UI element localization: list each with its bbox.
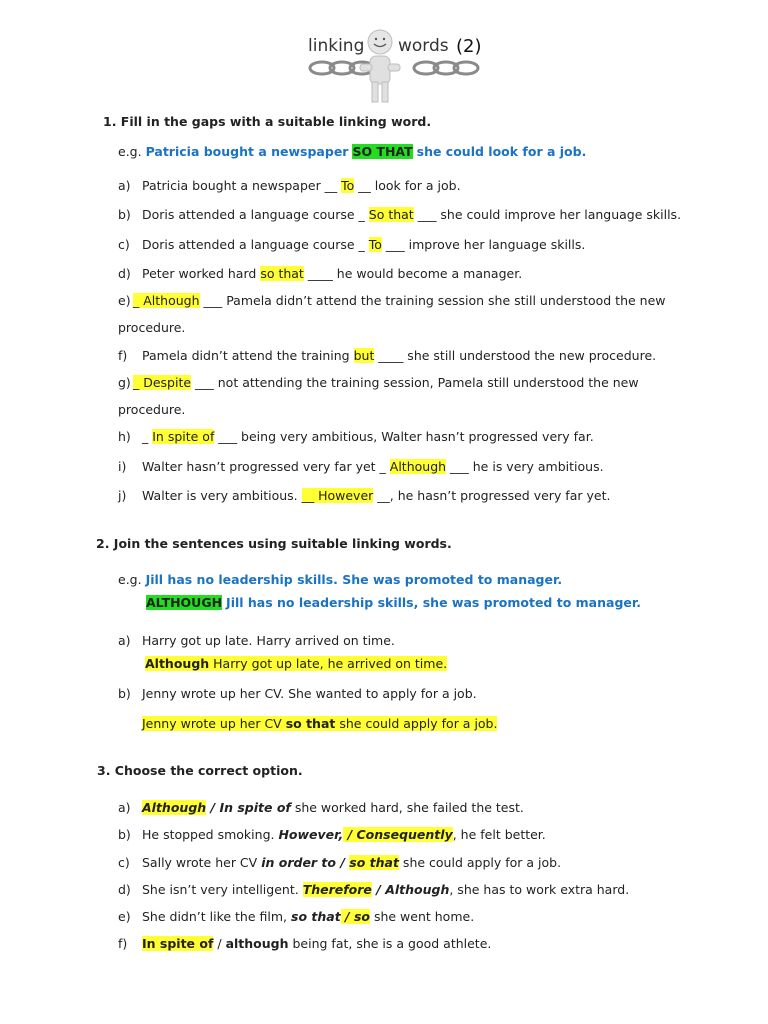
item-text	[142, 237, 585, 252]
item-text	[142, 207, 681, 222]
item-text	[142, 459, 604, 474]
item-rest: being fat, she is a good athlete.	[288, 936, 492, 951]
item-question: Harry got up late. Harry arrived on time.	[142, 633, 395, 648]
logo-number: (2)	[456, 36, 482, 57]
item-label: c)	[118, 855, 130, 870]
item-text	[142, 855, 561, 870]
section2-example-line1	[118, 572, 562, 587]
item-post: __, he hasn’t progressed very far yet.	[373, 488, 611, 503]
answer-linker: Although	[145, 656, 210, 671]
eg-text-line1: Jill has no leadership skills. She was promoted to manager.	[145, 572, 563, 587]
item-pre: Patricia bought a newspaper __	[142, 178, 342, 193]
item-label: e)	[118, 909, 131, 924]
item-answer: To	[341, 178, 355, 193]
item-label: b)	[118, 207, 131, 222]
option-separator: /	[213, 936, 226, 951]
option-2: In spite of	[219, 800, 291, 815]
item-answer: Although	[389, 459, 447, 474]
option-1: so that	[291, 909, 341, 924]
eg-text-a: Patricia bought a newspaper	[145, 144, 349, 159]
section1-heading: 1. Fill in the gaps with a suitable linking word.	[103, 114, 432, 129]
item-text	[133, 375, 639, 390]
item-continuation: procedure.	[118, 320, 186, 335]
item-pre: Sally wrote her CV	[142, 855, 262, 870]
option-2: although	[225, 936, 289, 951]
eg-text-b: she could look for a job.	[416, 144, 587, 159]
item-question: Jenny wrote up her CV. She wanted to apply for a job.	[142, 686, 477, 701]
item-answer: _ Although	[133, 293, 200, 308]
answer-rest: Harry got up late, he arrived on time.	[209, 656, 448, 671]
item-label: e)	[118, 293, 131, 308]
item-answer: _ Despite	[133, 375, 192, 390]
item-text	[142, 909, 474, 924]
item-label: i)	[118, 459, 127, 474]
item-rest: , she has to work extra hard.	[449, 882, 630, 897]
item-answer	[142, 716, 497, 731]
section2-heading: 2. Join the sentences using suitable linking words.	[96, 536, 452, 551]
item-post: ___ being very ambitious, Walter hasn’t progressed very far.	[214, 429, 594, 444]
item-pre: She didn’t like the film,	[142, 909, 291, 924]
item-post: ___ he is very ambitious.	[446, 459, 604, 474]
item-pre: Walter hasn’t progressed very far yet _	[142, 459, 390, 474]
option-2: / Consequently	[343, 827, 453, 842]
answer-pre: Jenny wrote up her CV	[142, 716, 286, 731]
logo-text-linking: linking	[308, 36, 365, 56]
option-1: However,	[278, 827, 344, 842]
item-answer	[145, 656, 447, 671]
answer-post: she could apply for a job.	[335, 716, 498, 731]
option-2: / so	[340, 909, 370, 924]
item-label: g)	[118, 375, 131, 390]
item-pre: Doris attended a language course _	[142, 207, 369, 222]
item-continuation: procedure.	[118, 402, 186, 417]
item-text	[142, 882, 629, 897]
item-rest: she could apply for a job.	[398, 855, 562, 870]
eg-answer: SO THAT	[352, 144, 413, 159]
item-post: ____ he would become a manager.	[303, 266, 523, 281]
section1-example	[118, 144, 586, 159]
title-logo	[304, 26, 484, 106]
item-label: a)	[118, 178, 131, 193]
eg-answer: ALTHOUGH	[146, 595, 223, 610]
item-rest: she went home.	[369, 909, 475, 924]
logo-text-words: words	[398, 36, 449, 56]
item-label: f)	[118, 348, 128, 363]
option-2: so that	[349, 855, 399, 870]
item-text	[142, 429, 594, 444]
item-text	[142, 178, 461, 193]
item-text	[142, 936, 491, 951]
item-pre: Peter worked hard	[142, 266, 261, 281]
item-pre: _	[142, 429, 153, 444]
item-label: b)	[118, 827, 131, 842]
option-separator: /	[336, 855, 350, 870]
item-label: f)	[118, 936, 128, 951]
option-1: In spite of	[142, 936, 214, 951]
item-pre: Pamela didn’t attend the training	[142, 348, 354, 363]
item-rest: she worked hard, she failed the test.	[290, 800, 524, 815]
option-1: in order to	[261, 855, 336, 870]
item-answer: so that	[260, 266, 304, 281]
eg-prefix: e.g.	[118, 144, 142, 159]
item-text	[142, 348, 656, 363]
item-label: j)	[118, 488, 127, 503]
item-post: ____ she still understood the new procedure.	[374, 348, 657, 363]
item-post: __ look for a job.	[354, 178, 461, 193]
answer-linker: so that	[285, 716, 336, 731]
section2-example-line2	[146, 595, 641, 610]
option-2: Although	[385, 882, 450, 897]
item-text	[142, 266, 522, 281]
item-answer: but	[353, 348, 375, 363]
item-pre: Walter is very ambitious.	[142, 488, 302, 503]
item-post: ___ she could improve her language skills.	[413, 207, 682, 222]
item-text	[133, 293, 666, 308]
option-separator: /	[371, 882, 386, 897]
item-answer: So that	[368, 207, 414, 222]
item-post: ___ improve her language skills.	[381, 237, 586, 252]
section3-heading: 3. Choose the correct option.	[97, 763, 303, 778]
item-label: c)	[118, 237, 130, 252]
item-rest: , he felt better.	[452, 827, 546, 842]
option-1: Therefore	[302, 882, 372, 897]
item-answer: To	[368, 237, 382, 252]
option-1: Although	[142, 800, 207, 815]
item-label: b)	[118, 686, 131, 701]
item-text	[142, 827, 546, 842]
item-label: d)	[118, 266, 131, 281]
item-answer: __ However	[301, 488, 374, 503]
item-answer: In spite of	[152, 429, 215, 444]
item-text	[142, 800, 524, 815]
eg-prefix: e.g.	[118, 572, 142, 587]
item-text	[142, 488, 610, 503]
item-label: h)	[118, 429, 131, 444]
option-separator: /	[206, 800, 220, 815]
item-pre: Doris attended a language course _	[142, 237, 369, 252]
eg-text-line2: Jill has no leadership skills, she was promoted to manager.	[226, 595, 642, 610]
item-label: d)	[118, 882, 131, 897]
item-pre: She isn’t very intelligent.	[142, 882, 303, 897]
item-post: ___ Pamela didn’t attend the training session she still understood the new	[199, 293, 666, 308]
item-pre: He stopped smoking.	[142, 827, 279, 842]
item-post: ___ not attending the training session, Pamela still understood the new	[191, 375, 639, 390]
item-label: a)	[118, 800, 131, 815]
item-label: a)	[118, 633, 131, 648]
